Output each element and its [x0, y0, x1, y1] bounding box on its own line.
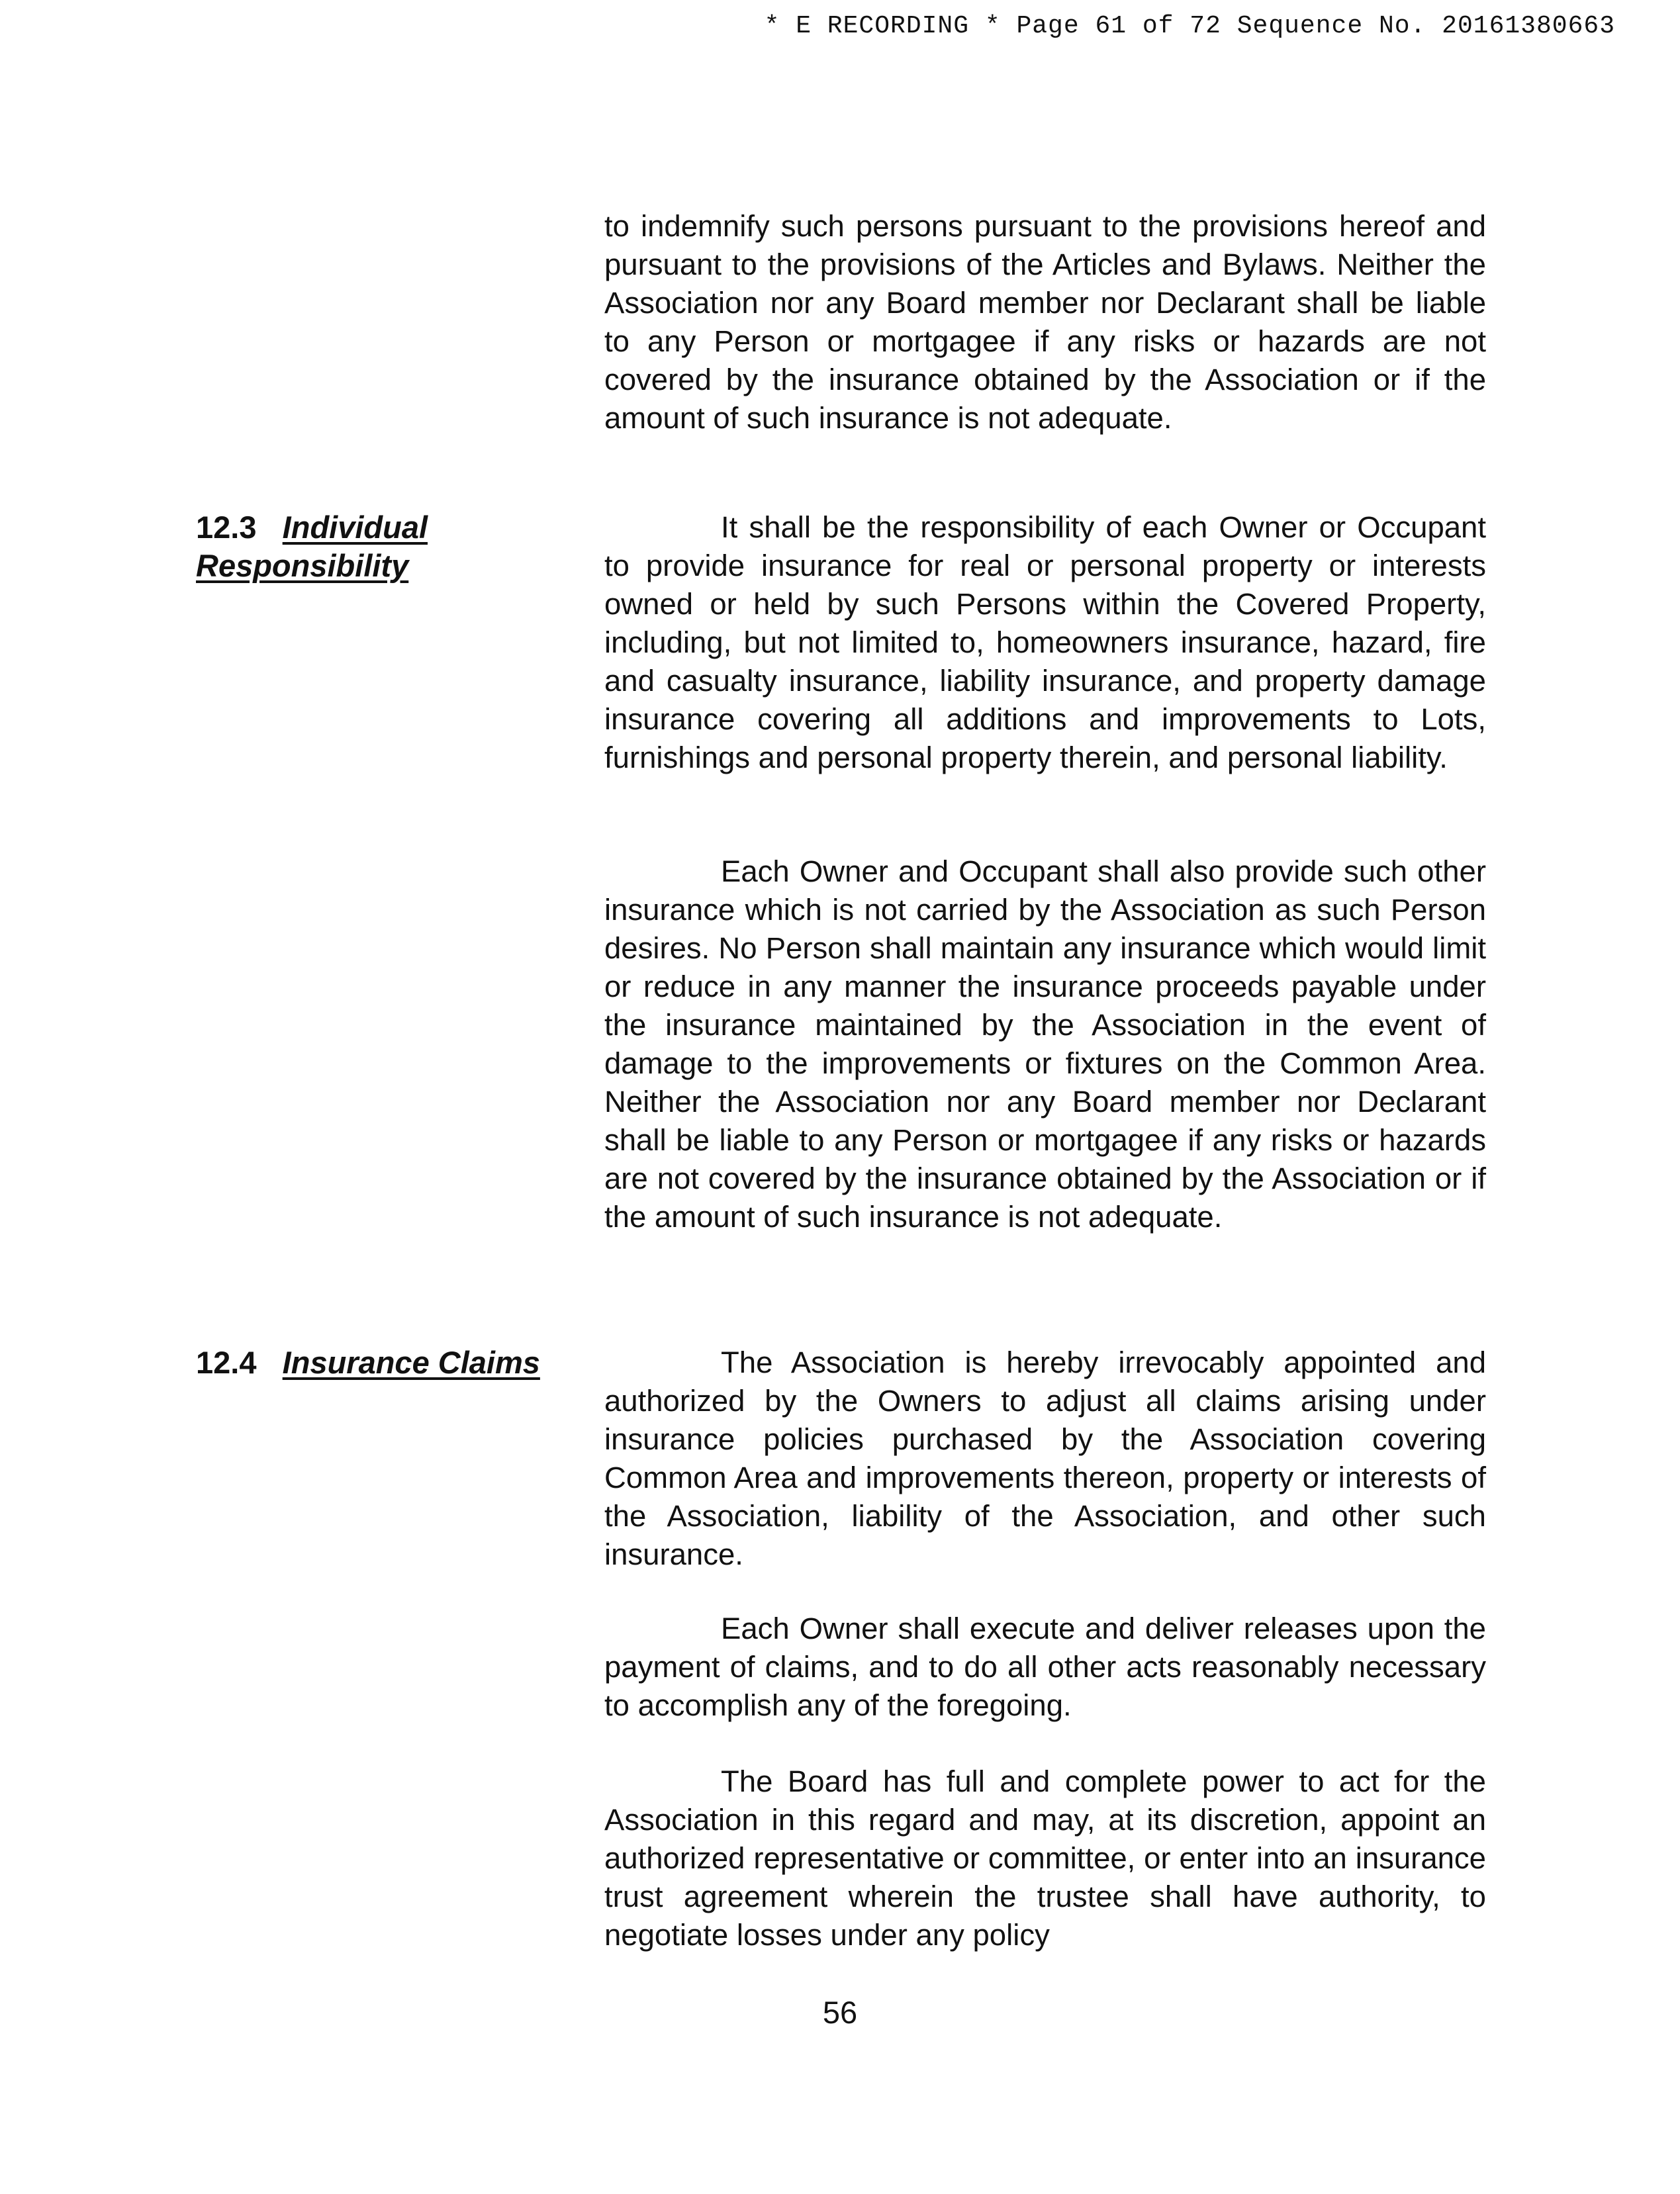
page-number: 56 [822, 1995, 858, 2030]
paragraph-12-4-releases: Each Owner shall execute and deliver releases upon the payment of claims, and to do all other acts reasonably necessary to accomplish any of the foregoing. [604, 1612, 1486, 1722]
section-12-4-title: Insurance Claims [282, 1345, 540, 1380]
recording-header: * E RECORDING * Page 61 of 72 Sequence No. 20161380663 [764, 12, 1615, 40]
section-12-3-body-2 [604, 852, 1486, 1236]
section-12-4-body-3 [604, 1762, 1486, 1954]
section-12-4-number: 12.4 [196, 1345, 257, 1380]
section-12-4-body [604, 1344, 1486, 1574]
section-12-4-heading [196, 1344, 540, 1382]
section-12-3-heading [196, 508, 428, 585]
paragraph-12-4-appointment: The Association is hereby irrevocably appointed and authorized by the Owners to adjust all claims arising under insurance policies purchased by the Association covering Common Area and improvements thereon, property or interests of the Association, liability of the Association, and other such insurance. [604, 1346, 1486, 1571]
paragraph-12-4-board-power: The Board has full and complete power to act for the Association in this regard and may, at its discretion, appoint an authorized representative or committee, or enter into an insurance trust agreement wherein the trustee shall have authority, to negotiate losses under any policy [604, 1764, 1486, 1952]
section-12-4-body-2 [604, 1610, 1486, 1725]
paragraph-continued-text: to indemnify such persons pursuant to the provisions hereof and pursuant to the provisions of the Articles and Bylaws. Neither the Association nor any Board member nor Declarant shall be liable to any Person or mortgagee if any risks or hazards are not covered by the insurance obtained by the Association or if the amount of such insurance is not adequate. [604, 209, 1486, 435]
paragraph-12-3-other-insurance: Each Owner and Occupant shall also provide such other insurance which is not carried by the Association as such Person desires. No Person shall maintain any insurance which would limit or reduce in any manner the insurance proceeds payable under the insurance maintained by the Association in the event of damage to the improvements or fixtures on the Common Area. Neither the Association nor any Board member nor Declarant shall be liable to any Person or mortgagee if any risks or hazards are not covered by the insurance obtained by the Association or if the amount of such insurance is not adequate. [604, 854, 1486, 1234]
continued-paragraph [604, 207, 1486, 437]
paragraph-12-3-responsibility: It shall be the responsibility of each Owner or Occupant to provide insurance for real or personal property or interests owned or held by such Persons within the Covered Property, including, but not limited to, homeowners insurance, hazard, fire and casualty insurance, liability insurance, and property damage insurance covering all additions and improvements to Lots, furnishings and personal property therein, and personal liability. [604, 510, 1486, 774]
section-12-3-title-line2: Responsibility [196, 548, 409, 583]
section-12-3-title-line1: Individual [282, 510, 428, 545]
section-12-3-body [604, 508, 1486, 777]
section-12-3-number: 12.3 [196, 510, 257, 545]
